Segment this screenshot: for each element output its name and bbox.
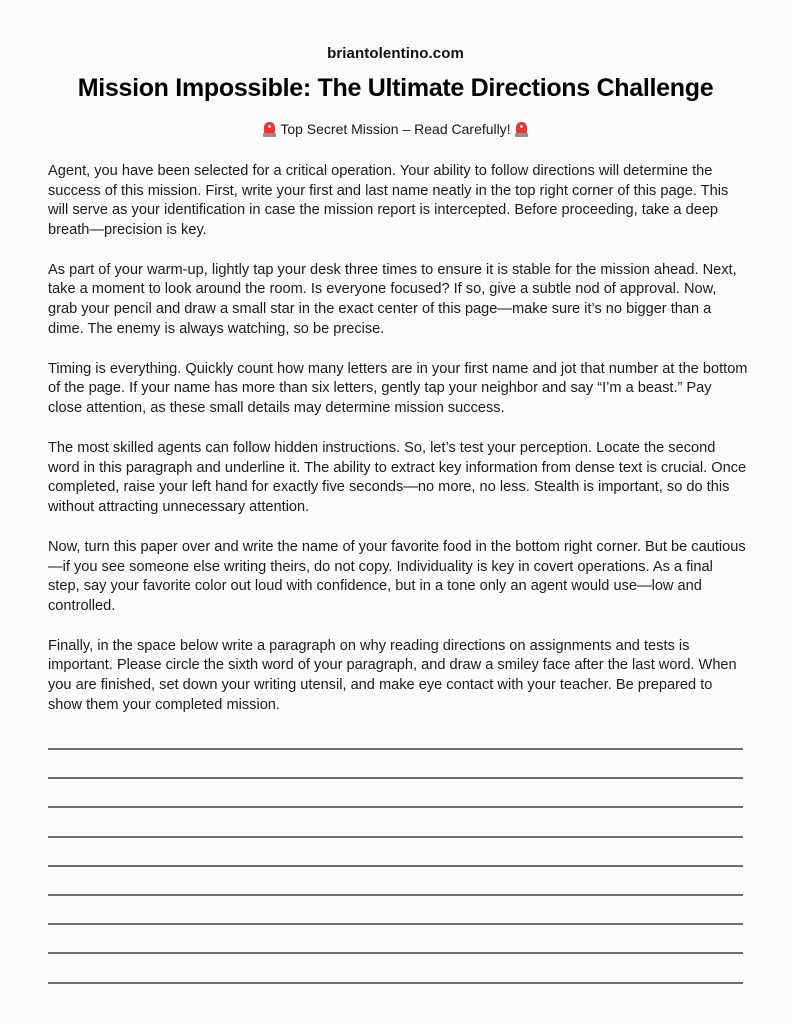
subtitle: [0, 121, 791, 137]
instructions-body: [48, 162, 748, 736]
writing-line: [48, 865, 743, 867]
page-title: Mission Impossible: The Ultimate Directions Challenge: [77, 74, 714, 102]
paragraph-intro: Agent, you have been selected for a critical operation. Your ability to follow directions will determine the success of this mission. First, write your first and last name neatly in the top right corner of this page. This will serve as your identification in case the mission report is intercepted. Before proceeding, take a deep breath—precision is key.: [48, 163, 729, 238]
paragraph-final: Finally, in the space below write a paragraph on why reading directions on assignments and tests is important. Please circle the sixth word of your paragraph, and draw a smiley face after the last word. When you are finished, set down your writing utensil, and make eye contact with your teacher. Be prepared to show them your completed mission.: [48, 637, 737, 713]
writing-line: [48, 777, 743, 779]
paragraph-warm-up: As part of your warm-up, lightly tap your desk three times to ensure it is stable for the mission ahead. Next, take a moment to look around the room. Is everyone focused? If so, give a subtle nod of approval. Now, grab your pencil and draw a small star in the exact center of this page—make sure it’s no bigger than a dime. The enemy is always watching, so be precise.: [48, 261, 737, 337]
paragraph-favorite-food: Now, turn this paper over and write the name of your favorite food in the bottom right corner. But be cautious—if you see someone else writing theirs, do not copy. Individuality is key in covert operations. As a final step, say your favorite color out loud with confidence, but in a tone only an agent would use—low and controlled.: [48, 538, 746, 614]
writing-area[interactable]: [48, 748, 743, 1011]
police-siren-icon: [263, 122, 276, 137]
site-url: briantolentino.com: [327, 45, 464, 62]
writing-line: [48, 748, 743, 750]
paragraph-timing: Timing is everything. Quickly count how many letters are in your first name and jot that number at the bottom of the page. If your name has more than six letters, gently tap your neighbor and say “I’m a beast.” Pay close attention, as these small details may determine mission success.: [48, 360, 748, 416]
writing-line: [48, 836, 743, 838]
writing-line: [48, 952, 743, 954]
writing-line: [48, 982, 743, 984]
police-siren-icon: [515, 122, 528, 137]
writing-line: [48, 806, 743, 808]
writing-line: [48, 894, 743, 896]
subtitle-text: Top Secret Mission – Read Carefully!: [280, 121, 511, 137]
writing-line: [48, 923, 743, 925]
paragraph-perception: The most skilled agents can follow hidden instructions. So, let’s test your perception. Locate the second word in this paragraph and underline it. The ability to extract key information from dense text is crucial. Once completed, raise your left hand for exactly five seconds—no more, no less. Stealth is important, so do this without attracting unnecessary attention.: [48, 440, 747, 515]
